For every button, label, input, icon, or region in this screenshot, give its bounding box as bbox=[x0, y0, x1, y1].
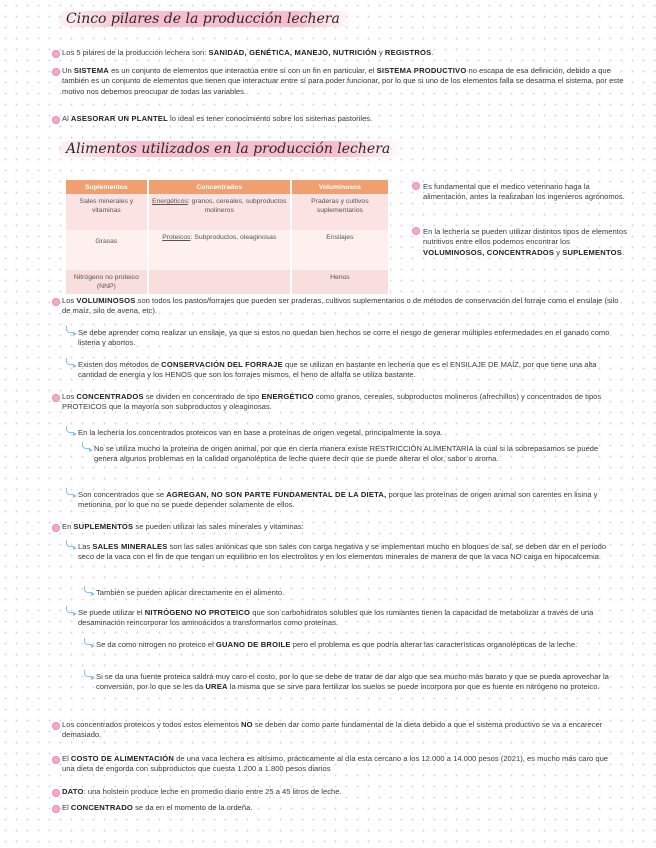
asesorar-text: Al ASESORAR UN PLANTEL lo ideal es tener conocimiento sobre los sistemas pastoriles. bbox=[62, 114, 373, 123]
voluminosos-text: Los VOLUMINOSOS son todos los pastos/forrajes que pueden ser praderas, cultivos suplementarios o de métodos de conservación del forraje como el ensilaje (silo de maíz, silo de avena, etc). bbox=[62, 296, 619, 316]
arrow-icon bbox=[84, 586, 92, 593]
bullet-dot bbox=[412, 182, 420, 190]
bullet-dot bbox=[52, 298, 60, 306]
table-header: Suplementos bbox=[66, 180, 148, 194]
bullet-dot bbox=[52, 789, 60, 797]
bullet-dot bbox=[52, 722, 60, 730]
arrow-icon bbox=[82, 442, 90, 449]
sistema-text: Un SISTEMA es un conjunto de elementos que interactúa entre sí con un fin en particular, el SISTEMA PRODUCTIVO no escapa de esa definición, debido a que también es un conjunto de elementos que tienen que interactuar entre sí para poder funcionar, por lo que si uno de los elementos falla se desarma el sistema, por este motivo nos debemos preocupar de todas las variables. bbox=[62, 66, 624, 96]
arrow-icon bbox=[84, 670, 92, 677]
agregan-text: Son concentrados que se AGREGAN, NO SON PARTE FUNDAMENTAL DE LA DIETA, porque las proteínas de origen animal son carentes en lisina y metionina, por lo que no se puede depender solamente de ellos. bbox=[78, 490, 598, 510]
title-cinco-pilares: Cinco pilares de la producción lechera bbox=[58, 11, 354, 27]
suplementos-text: En SUPLEMENTOS se pueden utilizar las sales minerales y vitaminas: bbox=[62, 522, 304, 531]
bullet-dot bbox=[52, 394, 60, 402]
table-row: Sales minerales y vitaminas Energéticos: granos, cereales, subproductos molineros Praderas y cultivos suplementarios bbox=[66, 194, 389, 230]
side-note-elementos: En la lechería se pueden utilizar distintos tipos de elementos nutritivos entre ellos podemos encontrar los VOLUMINOSOS, CONCENTRADOS y SUPLEMENTOS. bbox=[423, 227, 627, 257]
arrow-icon bbox=[84, 638, 92, 645]
sales-minerales-text: Las SALES MINERALES son las sales aniónicas que son sales con carga negativa y se implementan mucho en bloques de sal, se deben dar en el período seco de la vaca con el fin de que tengan un equilibrio en los electrolitos y en los elementos minerales de manera de que la vaca NO caiga en hipocalcemia. bbox=[78, 542, 607, 562]
conservacion-text: Existen dos métodos de CONSERVACIÓN DEL FORRAJE que se utilizan en bastante en lechería que es el ENSILAJE DE MAÍZ, por que tiene una alta cantidad de energía y los HENOS que son los forrajes mismos, el heno de alfalfa se utiliza bastante. bbox=[78, 360, 597, 380]
table-row: Grasas Proteicos: Subproductos, oleaginosas Ensilajes bbox=[66, 230, 389, 270]
proteicos-vegetal-text: En la lechería los concentrados proteicos van en base a proteínas de origen vegetal, principalmente la soya. bbox=[78, 428, 443, 437]
costo-text: El COSTO DE ALIMENTACIÓN de una vaca lechera es altísimo, prácticamente al día esta cercano a los 12.000 a 14.000 pesos (2021), es mucho más caro que una dieta de engorda con subproductos que cuesta 1.200 a 1.800 pesos diarios bbox=[62, 754, 609, 774]
ensilaje-text: Se debe aprender como realizar un ensilaje, ya que si estos no quedan bien hechos se corre el riesgo de generar múltiples enfermedades en el ganado como listeria y abortos. bbox=[78, 328, 610, 348]
bullet-dot bbox=[52, 116, 60, 124]
concentrados-text: Los CONCENTRADOS se dividen en concentrado de tipo ENERGÉTICO como granos, cereales, subproductos molineros (afrechillos) y concentrados de tipos PROTEICOS que la mayoría son subproductos y oleaginosas. bbox=[62, 392, 602, 412]
no-fundamental-text: Los concentrados proteicos y todos estos elementos NO se deben dar como parte fundamental de la dieta debido a que el sistema productivo se va a encarecer demasiado. bbox=[62, 720, 603, 740]
arrow-icon bbox=[66, 540, 74, 547]
dato-text: DATO: una holstein produce leche en promedio diario entre 25 a 45 litros de leche. bbox=[62, 787, 342, 796]
arrow-icon bbox=[66, 326, 74, 333]
concentrado-ordena-text: El CONCENTRADO se da en el momento de la ordeña. bbox=[62, 803, 253, 812]
table-header: Voluminosos bbox=[291, 180, 389, 194]
bullet-dot bbox=[52, 68, 60, 76]
table-row: Nitrógeno no proteico (NNP) Henos bbox=[66, 270, 389, 294]
guano-text: Se da como nitrogen no proteico el GUANO DE BROILE pero el problema es que podría alterar las características organolépticas de la leche. bbox=[96, 640, 578, 649]
urea-text: Si se da una fuente proteica saldrá muy caro el costo, por lo que se debe de tratar de dar algo que sea mucho más barato y que se pueda aprovechar la conversión, por lo que se les da UREA la misma que se sirve para fertilizar los suelos se puede incorpora por que es fuente en nitrógeno no proteico. bbox=[96, 672, 609, 692]
arrow-icon bbox=[66, 488, 74, 495]
proteina-animal-text: No se utiliza mucho la proteína de origen animal, por que en cierta manera existe RESTRICCIÓN ALIMENTARIA la cual si la sobrepasamos se puede genera algunos problemas en la calidad organoléptica de leche quiere decir que se puede alterar el olor, sabor o aroma. bbox=[94, 444, 599, 464]
side-note-veterinario: Es fundamental que el medico veterinario haga la alimentación, antes la realizaban los ingenieros agrónomos. bbox=[423, 182, 625, 202]
title-alimentos: Alimentos utilizados en la producción lechera bbox=[58, 141, 404, 157]
arrow-icon bbox=[66, 426, 74, 433]
bullet-dot bbox=[52, 756, 60, 764]
bullet-dot bbox=[52, 805, 60, 813]
arrow-icon bbox=[66, 358, 74, 365]
bullet-dot bbox=[412, 227, 420, 235]
pilares-text: Los 5 pilares de la producción lechera son: SANIDAD, GENÉTICA, MANEJO, NUTRICIÓN y REGISTROS. bbox=[62, 48, 434, 57]
bullet-dot bbox=[52, 524, 60, 532]
bullet-dot bbox=[52, 50, 60, 58]
alimentos-table bbox=[66, 180, 390, 294]
arrow-icon bbox=[66, 606, 74, 613]
alimento-directo-text: También se pueden aplicar directamente en el alimento. bbox=[96, 588, 285, 597]
table-header: Concentrados bbox=[148, 180, 291, 194]
nnp-text: Se puede utilizar el NITRÓGENO NO PROTEICO que son carbohidratos solubles que los rumiantes tienen la capacidad de metabolizar a través de una desaminación reincorporar los aminoácidos a transformarlos como proteínas. bbox=[78, 608, 594, 628]
